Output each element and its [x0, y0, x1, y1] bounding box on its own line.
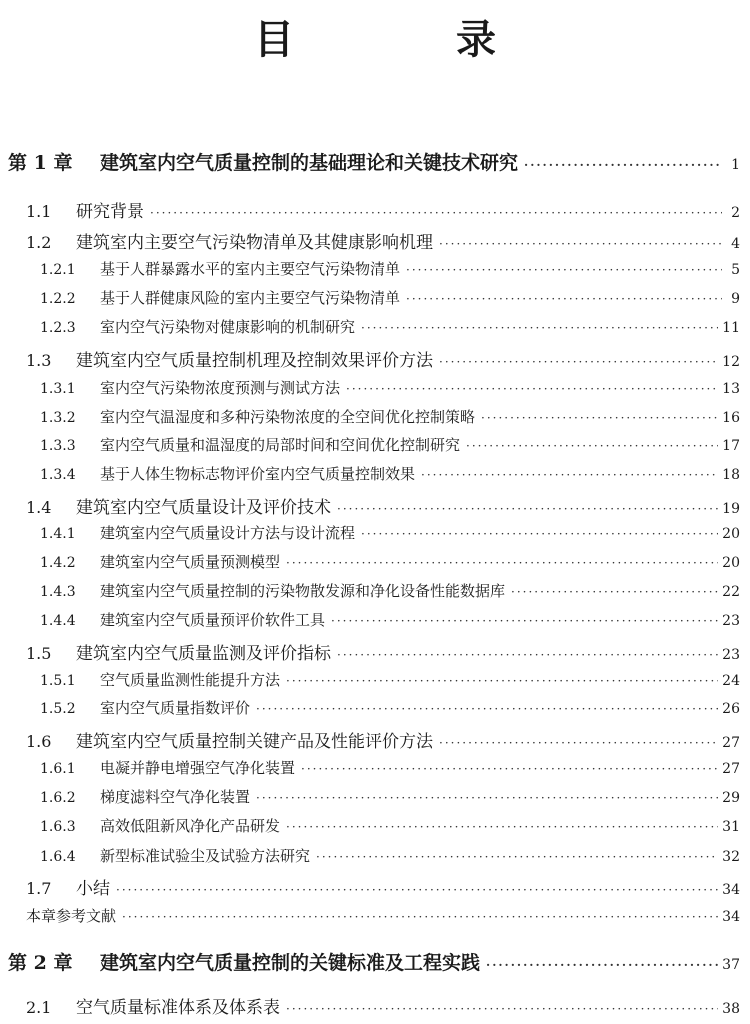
- toc-entry-title: 研究背景: [76, 202, 144, 222]
- toc-entry[interactable]: [0, 757, 750, 778]
- toc-entry-number: 1.5.2: [40, 701, 76, 717]
- toc-entry[interactable]: [0, 786, 750, 807]
- toc-entry-title: 本章参考文献: [26, 907, 117, 925]
- toc-entry-number: 第 1 章: [8, 152, 73, 174]
- toc-chapter-entry[interactable]: [0, 948, 750, 975]
- toc-leader-dots: [481, 411, 718, 425]
- toc-entry-number: 1.4.3: [40, 584, 76, 600]
- toc-entry[interactable]: [0, 609, 750, 630]
- toc-leader-dots: [524, 158, 722, 172]
- toc-leader-dots: [511, 585, 718, 599]
- toc-entry[interactable]: [0, 522, 750, 543]
- toc-entry[interactable]: [0, 228, 750, 253]
- toc-page-number: 24: [722, 673, 740, 689]
- toc-page-number: 20: [722, 555, 740, 571]
- toc-entry-number: 1.3: [26, 351, 52, 370]
- toc-page-number: 22: [722, 584, 740, 600]
- toc-entry-title: 高效低阻新风净化产品研发: [100, 817, 281, 835]
- toc-entry[interactable]: [0, 874, 750, 899]
- toc-leader-dots: [256, 791, 718, 805]
- toc-page-number: 23: [722, 647, 740, 663]
- toc-entry-title: 建筑室内空气质量控制机理及控制效果评价方法: [76, 351, 433, 371]
- toc-entry[interactable]: [0, 727, 750, 752]
- toc-entry-number: 1.4.4: [40, 613, 76, 629]
- toc-leader-dots: [337, 502, 718, 516]
- toc-page-number: 26: [722, 701, 740, 717]
- toc-entry[interactable]: [0, 493, 750, 518]
- toc-entry-number: 1.6.2: [40, 790, 76, 806]
- toc-entry-number: 1.6: [26, 732, 52, 751]
- toc-entry-title: 建筑室内空气质量设计及评价技术: [76, 498, 331, 518]
- toc-entry-number: 1.2: [26, 233, 52, 252]
- toc-page-number: 2: [731, 205, 740, 221]
- toc-page-number: 20: [722, 526, 740, 542]
- toc-leader-dots: [286, 556, 718, 570]
- toc-entry-number: 1.3.4: [40, 467, 76, 483]
- toc-entry-title: 室内空气污染物浓度预测与测试方法: [100, 379, 341, 397]
- toc-entry-title: 室内空气质量指数评价: [100, 699, 251, 717]
- toc-page-number: 34: [722, 909, 740, 925]
- toc-page-number: 16: [722, 410, 740, 426]
- toc-entry[interactable]: [0, 580, 750, 601]
- toc-entry[interactable]: [0, 463, 750, 484]
- toc-leader-dots: [406, 263, 722, 277]
- toc-page-number: 29: [722, 790, 740, 806]
- toc-page-number: 31: [722, 819, 740, 835]
- toc-entry-number: 1.5: [26, 644, 52, 663]
- toc-entry-title: 建筑室内空气质量预评价软件工具: [100, 611, 326, 629]
- toc-page-number: 18: [722, 467, 740, 483]
- toc-leader-dots: [466, 439, 718, 453]
- toc-leader-dots: [439, 355, 718, 369]
- toc-leader-dots: [256, 702, 718, 716]
- toc-entry-title: 建筑室内空气质量控制的关键标准及工程实践: [100, 952, 481, 974]
- toc-page-number: 34: [722, 882, 740, 898]
- toc-entry-number: 1.6.4: [40, 849, 76, 865]
- toc-entry-number: 1.1: [26, 202, 52, 221]
- toc-entry-number: 1.7: [26, 879, 52, 898]
- toc-entry-title: 室内空气质量和温湿度的局部时间和空间优化控制研究: [100, 436, 461, 454]
- toc-leader-dots: [286, 674, 718, 688]
- toc-entry[interactable]: [0, 551, 750, 572]
- toc-leader-dots: [150, 206, 722, 220]
- toc-entry-number: 1.4.1: [40, 526, 76, 542]
- toc-entry-title: 建筑室内空气质量设计方法与设计流程: [100, 524, 356, 542]
- toc-entry-number: 1.2.2: [40, 291, 76, 307]
- toc-entry-title: 室内空气污染物对健康影响的机制研究: [100, 318, 356, 336]
- toc-entry-number: 1.3.2: [40, 410, 76, 426]
- toc-leader-dots: [361, 527, 718, 541]
- toc-entry[interactable]: [0, 845, 750, 866]
- page-title: 目 录: [254, 16, 570, 63]
- toc-page-number: 11: [722, 320, 740, 336]
- toc-page-number: 19: [722, 501, 740, 517]
- toc-page-number: 1: [731, 157, 740, 173]
- toc-entry[interactable]: [0, 669, 750, 690]
- toc-leader-dots: [116, 883, 718, 897]
- toc-leader-dots: [316, 850, 718, 864]
- toc-page-number: 23: [722, 613, 740, 629]
- toc-entry-number: 2.1: [26, 998, 52, 1017]
- toc-leader-dots: [331, 614, 718, 628]
- toc-leader-dots: [439, 736, 718, 750]
- toc-entry-number: 1.2.3: [40, 320, 76, 336]
- toc-entry[interactable]: [0, 905, 750, 926]
- toc-entry-title: 梯度滤料空气净化装置: [100, 788, 251, 806]
- toc-page-number: 27: [722, 735, 740, 751]
- toc-entry[interactable]: [0, 815, 750, 836]
- toc-entry[interactable]: [0, 406, 750, 427]
- toc-page-number: 12: [722, 354, 740, 370]
- toc-entry[interactable]: [0, 434, 750, 455]
- toc-leader-dots: [286, 1002, 718, 1016]
- toc-entry[interactable]: [0, 258, 750, 279]
- toc-entry-title: 建筑室内空气质量控制关键产品及性能评价方法: [76, 732, 433, 752]
- toc-entry-number: 1.2.1: [40, 262, 76, 278]
- toc-entry[interactable]: [0, 697, 750, 718]
- toc-leader-dots: [439, 237, 722, 251]
- toc-entry-title: 小结: [76, 879, 110, 899]
- toc-entry-title: 建筑室内空气质量监测及评价指标: [76, 644, 331, 664]
- toc-leader-dots: [361, 321, 718, 335]
- toc-entry[interactable]: [0, 639, 750, 664]
- toc-entry-title: 基于人群暴露水平的室内主要空气污染物清单: [100, 260, 401, 278]
- toc-entry-title: 基于人群健康风险的室内主要空气污染物清单: [100, 289, 401, 307]
- toc-leader-dots: [486, 958, 718, 972]
- toc-page-number: 17: [722, 438, 740, 454]
- toc-entry-number: 1.4.2: [40, 555, 76, 571]
- toc-entry[interactable]: [0, 316, 750, 337]
- toc-entry[interactable]: [0, 346, 750, 371]
- toc-entry-number: 1.4: [26, 498, 52, 517]
- toc-entry-title: 建筑室内主要空气污染物清单及其健康影响机理: [76, 233, 433, 253]
- toc-entry-title: 空气质量标准体系及体系表: [76, 998, 280, 1018]
- toc-page-number: 9: [731, 291, 740, 307]
- toc-entry-title: 建筑室内空气质量控制的污染物散发源和净化设备性能数据库: [100, 582, 506, 600]
- toc-entry[interactable]: [0, 993, 750, 1018]
- toc-page-number: 37: [722, 957, 740, 973]
- toc-page-number: 5: [731, 262, 740, 278]
- toc-leader-dots: [122, 910, 718, 924]
- toc-page-number: 27: [722, 761, 740, 777]
- toc-entry-number: 第 2 章: [8, 952, 73, 974]
- toc-page-number: 38: [722, 1001, 740, 1017]
- toc-leader-dots: [421, 468, 718, 482]
- toc-entry-number: 1.6.1: [40, 761, 76, 777]
- toc-entry[interactable]: [0, 197, 750, 222]
- toc-page-number: 13: [722, 381, 740, 397]
- toc-entry-number: 1.6.3: [40, 819, 76, 835]
- toc-entry-title: 新型标准试验尘及试验方法研究: [100, 847, 311, 865]
- toc-entry-title: 基于人体生物标志物评价室内空气质量控制效果: [100, 465, 416, 483]
- toc-leader-dots: [337, 648, 718, 662]
- toc-entry-title: 空气质量监测性能提升方法: [100, 671, 281, 689]
- toc-leader-dots: [346, 382, 718, 396]
- toc-entry-title: 建筑室内空气质量预测模型: [100, 553, 281, 571]
- toc-entry-title: 建筑室内空气质量控制的基础理论和关键技术研究: [100, 152, 519, 174]
- toc-entry-title: 电凝并静电增强空气净化装置: [100, 759, 296, 777]
- toc-leader-dots: [286, 820, 718, 834]
- toc-entry-title: 室内空气温湿度和多种污染物浓度的全空间优化控制策略: [100, 408, 476, 426]
- toc-leader-dots: [406, 292, 722, 306]
- toc-entry-number: 1.3.1: [40, 381, 76, 397]
- toc-page-number: 4: [731, 236, 740, 252]
- toc-entry[interactable]: [0, 377, 750, 398]
- toc-leader-dots: [301, 762, 718, 776]
- toc-entry-number: 1.3.3: [40, 438, 76, 454]
- toc-entry[interactable]: [0, 287, 750, 308]
- toc-page-number: 32: [722, 849, 740, 865]
- toc-chapter-entry[interactable]: [0, 148, 750, 175]
- toc-entry-number: 1.5.1: [40, 673, 76, 689]
